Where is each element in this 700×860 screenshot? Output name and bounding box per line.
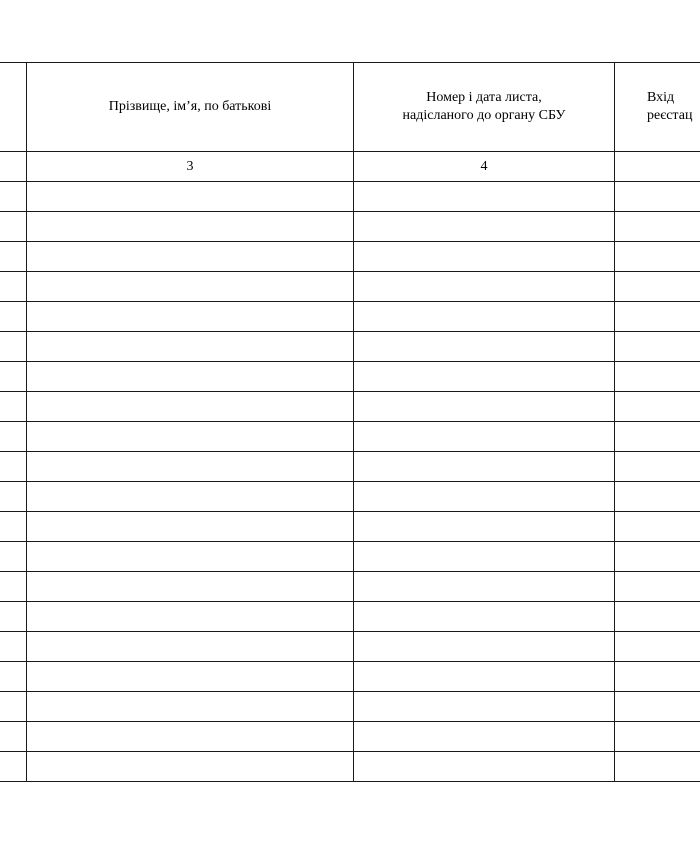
table-cell <box>0 302 27 332</box>
table-cell <box>354 722 615 752</box>
table-row <box>0 572 700 602</box>
table-cell <box>0 362 27 392</box>
table-cell <box>27 572 354 602</box>
table-cell <box>27 332 354 362</box>
table-cell <box>354 422 615 452</box>
table-cell <box>0 662 27 692</box>
table-cell <box>27 272 354 302</box>
table-row <box>0 542 700 572</box>
table-cell <box>0 422 27 452</box>
header-incoming-registration: Вхід реєстац <box>647 90 693 123</box>
table-cell <box>354 752 615 782</box>
header-cell-full-name <box>27 63 354 152</box>
table-cell <box>615 662 700 692</box>
table-cell <box>615 542 700 572</box>
register-table <box>0 62 700 782</box>
table-cell <box>354 452 615 482</box>
table-row <box>0 422 700 452</box>
table-cell <box>354 512 615 542</box>
table-cell <box>615 182 700 212</box>
table-cell <box>615 302 700 332</box>
table-cell <box>615 692 700 722</box>
table-cell <box>354 392 615 422</box>
table-row <box>0 602 700 632</box>
table-cell <box>0 602 27 632</box>
column-number-3: 3 <box>186 158 194 174</box>
table-row <box>0 452 700 482</box>
table-cell <box>0 542 27 572</box>
table-cell <box>354 272 615 302</box>
table-row <box>0 662 700 692</box>
header-cell-col2 <box>0 63 27 152</box>
table-row <box>0 632 700 662</box>
header-cell-incoming <box>615 63 700 152</box>
table-cell <box>0 392 27 422</box>
table-row <box>0 512 700 542</box>
table-cell <box>354 602 615 632</box>
table-cell <box>0 722 27 752</box>
table-cell <box>354 542 615 572</box>
table-cell <box>354 242 615 272</box>
table-row <box>0 362 700 392</box>
table-cell <box>27 392 354 422</box>
table-cell <box>354 482 615 512</box>
table-cell <box>0 632 27 662</box>
table-cell <box>27 482 354 512</box>
table-cell <box>27 362 354 392</box>
table-cell <box>354 332 615 362</box>
table-cell <box>27 752 354 782</box>
table-cell <box>615 392 700 422</box>
table-cell <box>27 512 354 542</box>
table-cell <box>0 752 27 782</box>
table-cell <box>27 722 354 752</box>
table-cell <box>354 182 615 212</box>
table-cell <box>0 212 27 242</box>
table-cell <box>615 632 700 662</box>
table-cell <box>0 572 27 602</box>
table-row <box>0 752 700 782</box>
table-cell <box>27 602 354 632</box>
table-cell <box>27 422 354 452</box>
table-cell <box>615 512 700 542</box>
table-cell <box>615 242 700 272</box>
table-cell <box>27 452 354 482</box>
table-row <box>0 212 700 242</box>
table-row <box>0 272 700 302</box>
column-number-4: 4 <box>480 158 488 174</box>
table-cell <box>0 512 27 542</box>
table-cell <box>354 692 615 722</box>
table-cell <box>27 242 354 272</box>
table-row <box>0 182 700 212</box>
table-cell <box>27 632 354 662</box>
table-cell <box>27 662 354 692</box>
header-cell-letter <box>354 63 615 152</box>
table-cell <box>615 272 700 302</box>
header-full-name: Прізвище, ім’я, по батькові <box>108 99 272 114</box>
table-cell <box>0 182 27 212</box>
table-cell <box>615 422 700 452</box>
table-cell <box>615 212 700 242</box>
column-number-cell-col2 <box>0 152 27 182</box>
table-cell <box>27 182 354 212</box>
table-row <box>0 392 700 422</box>
table-cell <box>615 722 700 752</box>
table-cell <box>615 602 700 632</box>
table-cell <box>354 572 615 602</box>
header-letter-number-date: Номер і дата листа, надісланого до органу СБУ <box>402 90 566 123</box>
table-cell <box>615 482 700 512</box>
table-row <box>0 242 700 272</box>
table-row <box>0 302 700 332</box>
column-number-cell-5 <box>615 152 700 182</box>
table-row <box>0 692 700 722</box>
table-cell <box>0 242 27 272</box>
table-cell <box>0 692 27 722</box>
table-cell <box>0 332 27 362</box>
column-number-cell-4 <box>354 152 615 182</box>
table-cell <box>615 452 700 482</box>
table-cell <box>27 212 354 242</box>
table-row <box>0 722 700 752</box>
table-row <box>0 482 700 512</box>
table-cell <box>0 452 27 482</box>
table-cell <box>354 302 615 332</box>
table-cell <box>354 662 615 692</box>
table-row <box>0 332 700 362</box>
table-cell <box>615 332 700 362</box>
table-cell <box>354 362 615 392</box>
column-number-row <box>0 152 700 182</box>
table-cell <box>27 302 354 332</box>
table-cell <box>615 572 700 602</box>
table-cell <box>0 482 27 512</box>
header-row <box>0 63 700 152</box>
column-number-cell-3 <box>27 152 354 182</box>
table-cell <box>0 272 27 302</box>
table-cell <box>27 692 354 722</box>
table-cell <box>615 362 700 392</box>
table-cell <box>354 212 615 242</box>
table-cell <box>354 632 615 662</box>
table-cell <box>27 542 354 572</box>
table-cell <box>615 752 700 782</box>
